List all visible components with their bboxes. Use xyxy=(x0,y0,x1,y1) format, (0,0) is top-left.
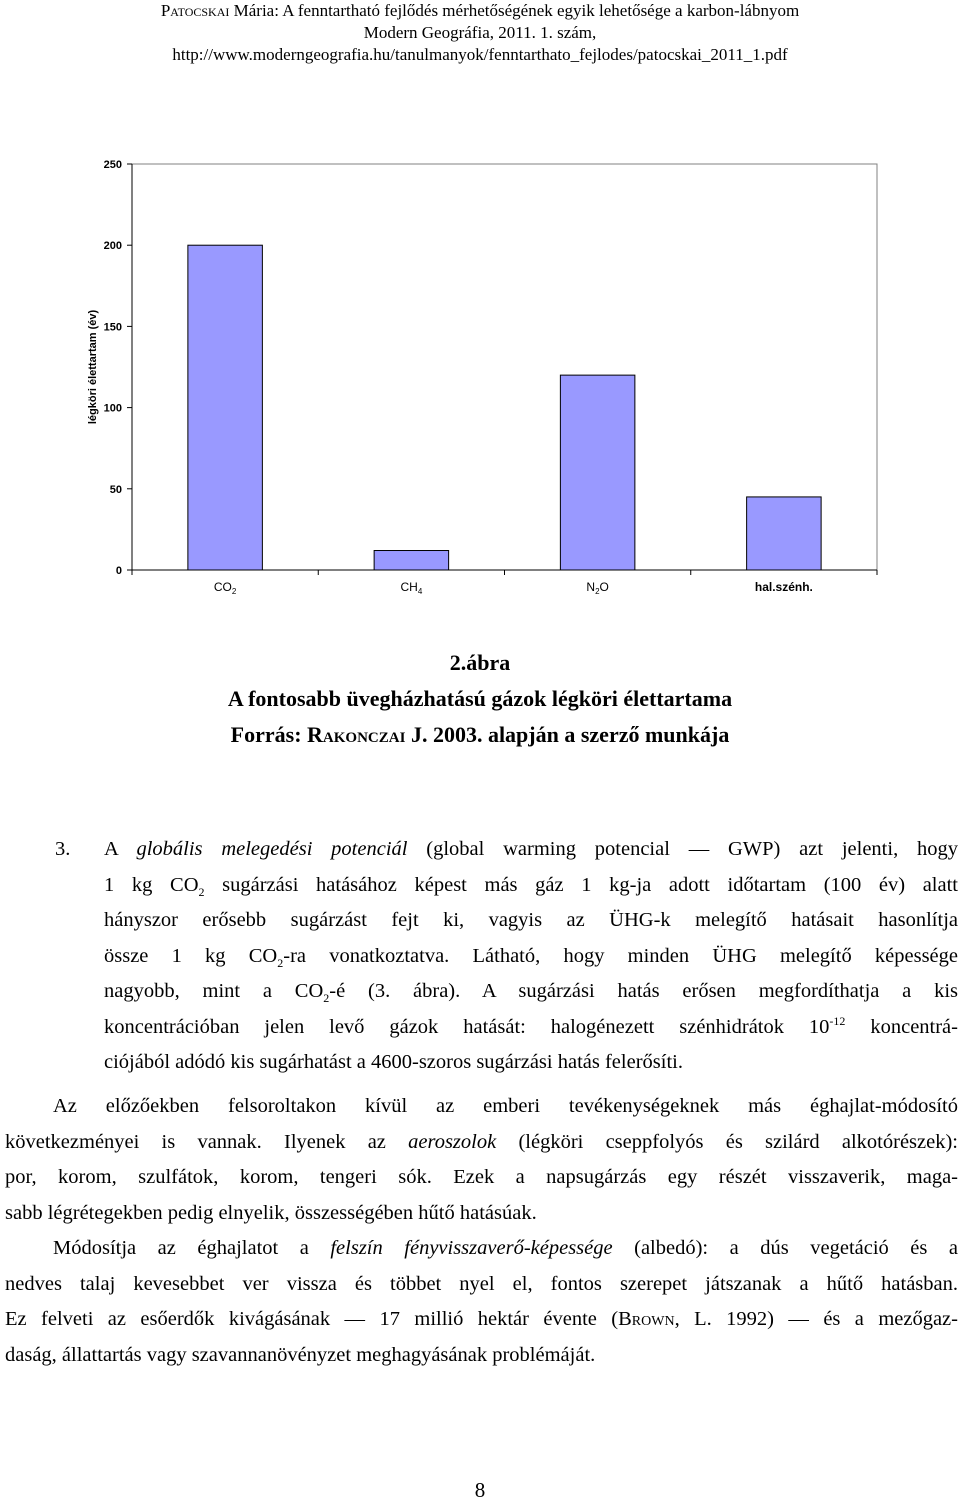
bar xyxy=(374,551,449,570)
header-author: Patocskai xyxy=(160,1,230,20)
text-line: nedves talaj kevesebbet ver vissza és többet nyel el, fontos szerepet játszanak a hűtő hatásban. xyxy=(5,1272,958,1295)
header-url: http://www.moderngeografia.hu/tanulmanyok/fenntarthato_fejlodes/patocskai_2011_1.pdf xyxy=(172,45,788,64)
x-tick-label: hal.szénh. xyxy=(754,580,813,594)
figure-source xyxy=(0,722,960,748)
gwp-term: globális melegedési potenciál xyxy=(136,838,408,860)
header-author-first: Mária xyxy=(233,1,275,20)
paragraph-albedo xyxy=(5,1231,958,1373)
text-line: A globális melegedési potenciál (global warming potencial — GWP) azt jelenti, hogy xyxy=(104,838,958,860)
page-header xyxy=(0,0,960,66)
bar-chart xyxy=(80,150,880,600)
text-line: koncentrációban jelen levő gázok hatását: halogénezett szénhidrátok $10^{-12}$ koncentrá- xyxy=(104,1013,958,1038)
x-tick-label: $N_2O$ xyxy=(586,580,609,596)
item-3-paragraph xyxy=(104,832,958,1081)
y-tick-label: 50 xyxy=(109,483,122,496)
aerosol-term: aeroszolok xyxy=(408,1130,497,1153)
text-line: következményei is vannak. Ilyenek az aeroszolok (légköri cseppfolyós és szilárd alkotórészek): xyxy=(5,1130,959,1153)
text-line: daság, állattartás vagy szavannanövényzet meghagyásának problémáját. xyxy=(5,1343,596,1366)
text-line: sabb légrétegekben pedig elnyelik, összességében hűtő hatásúak. xyxy=(5,1201,537,1224)
header-title: A fenntartható fejlődés mérhetőségének egyik lehetősége a karbon-lábnyom xyxy=(282,1,800,20)
header-journal: Modern Geográfia, 2011. 1. szám, xyxy=(363,23,597,42)
bar xyxy=(747,497,822,570)
y-axis-label: légköri élettartam (év) xyxy=(87,309,99,425)
text-line: ciójából adódó kis sugárhatást a 4600-szoros sugárzási hatás felerősíti. xyxy=(104,1051,683,1073)
text-line: por, korom, szulfátok, korom, tengeri sók. Ezek a napsugárzás egy részét visszaverik, maga- xyxy=(5,1166,958,1188)
x-tick-label: $CH_4$ xyxy=(400,580,423,596)
text-line: Ez felveti az esőerdők kivágásának — 17 millió hektár évente (Brown, L. 1992) — és a mezőgaz- xyxy=(5,1308,958,1330)
text-line: hányszor erősebb sugárzást fejt ki, vagyis az ÜHG-k melegítő hatásait hasonlítja xyxy=(104,909,958,931)
bar xyxy=(188,245,263,570)
page-number: 8 xyxy=(474,1478,486,1502)
text-line: össze 1 kg $CO_2-ra$ vonatkoztatva. Látható, hogy minden ÜHG melegítő képessége xyxy=(104,944,958,970)
y-tick-label: 250 xyxy=(103,159,122,171)
y-tick-label: 0 xyxy=(115,565,122,577)
figure-number: 2.ábra xyxy=(449,650,511,675)
figure-source-author: Rakonczai xyxy=(307,722,406,747)
albedo-term: felszín fényvisszaverő-képessége xyxy=(330,1237,613,1259)
text-line: 1 kg $CO_2$ sugárzási hatásához képest más gáz 1 kg-ja adott időtartam (100 év) alatt xyxy=(104,873,958,899)
figure-title: A fontosabb üvegházhatású gázok légköri élettartama xyxy=(227,686,733,711)
text-line: nagyobb, mint a $CO_2-é$ (3. ábra). A sugárzási hatás erősen megfordíthatja a kis xyxy=(104,980,958,1006)
y-tick-label: 100 xyxy=(103,402,122,415)
text-line: Módosítja az éghajlatot a felszín fényvisszaverő-képessége (albedó): a dús vegetáció és a xyxy=(53,1237,958,1259)
figure-source-rest: J. 2003. alapján a szerző munkája xyxy=(410,722,730,747)
bar xyxy=(560,375,635,570)
y-tick-label: 200 xyxy=(103,240,122,253)
y-tick-label: 150 xyxy=(103,321,122,334)
item-number: 3. xyxy=(55,838,71,860)
header-title-line: Patocskai Mária: A fenntartható fejlődés mérhetőségének egyik lehetősége a karbon-lábnyom xyxy=(160,1,800,20)
x-tick-label: $CO_2$ xyxy=(213,580,237,596)
figure-source-prefix: Forrás: xyxy=(230,722,302,747)
paragraph-aerosols xyxy=(5,1089,958,1231)
text-line: Az előzőekben felsoroltakon kívül az emberi tevékenységeknek más éghajlat-módosító xyxy=(53,1095,958,1117)
